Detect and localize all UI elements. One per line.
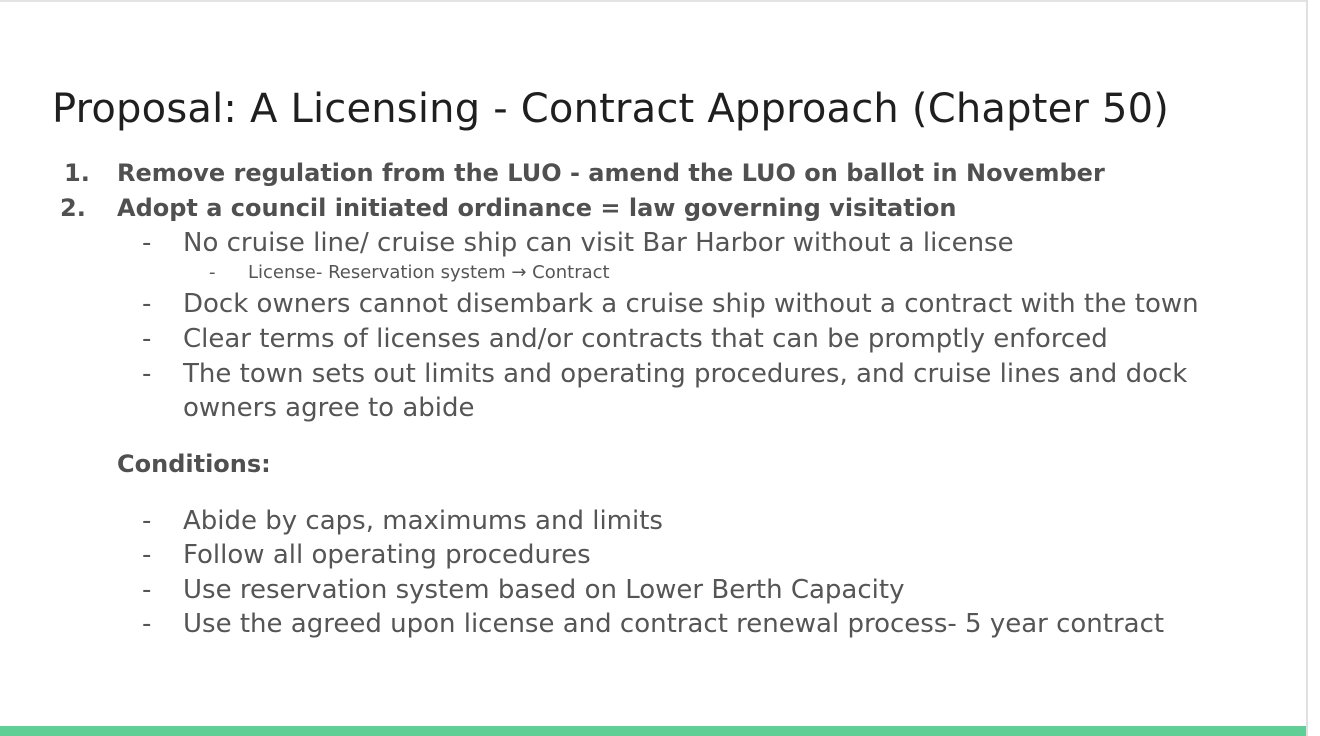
numbered-item-2: Adopt a council initiated ordinance = law governing visitation — [117, 194, 957, 222]
condition-item-3: Use reservation system based on Lower Berth Capacity — [183, 575, 905, 605]
bullet-item-1: No cruise line/ cruise ship can visit Bar Harbor without a license — [183, 228, 1014, 258]
bullet-dash: - — [142, 575, 152, 605]
bullet-item-3: Clear terms of licenses and/or contracts that can be promptly enforced — [183, 324, 1108, 354]
bullet-dash: - — [142, 289, 152, 319]
bullet-item-4-continuation: owners agree to abide — [183, 393, 475, 423]
bullet-dash: - — [142, 609, 152, 639]
bullet-dash: - — [142, 540, 152, 570]
numbered-item-1: Remove regulation from the LUO - amend the LUO on ballot in November — [117, 159, 1105, 187]
slide-title: Proposal: A Licensing - Contract Approach (Chapter 50) — [52, 86, 1170, 132]
conditions-heading: Conditions: — [117, 450, 271, 478]
condition-item-4: Use the agreed upon license and contract renewal process- 5 year contract — [183, 609, 1165, 639]
bullet-item-4: The town sets out limits and operating procedures, and cruise lines and dock — [183, 359, 1188, 389]
list-number-2: 2. — [60, 194, 86, 222]
sub-bullet-dash: - — [209, 262, 216, 283]
bullet-dash: - — [142, 324, 152, 354]
slide-edge-divider — [1306, 0, 1308, 736]
condition-item-1: Abide by caps, maximums and limits — [183, 506, 663, 536]
list-number-1: 1. — [64, 159, 90, 187]
bullet-dash: - — [142, 506, 152, 536]
condition-item-2: Follow all operating procedures — [183, 540, 591, 570]
accent-bar — [0, 726, 1306, 736]
sub-bullet-item: License- Reservation system → Contract — [248, 262, 610, 283]
bullet-item-2: Dock owners cannot disembark a cruise ship without a contract with the town — [183, 289, 1199, 319]
bullet-dash: - — [142, 228, 152, 258]
bullet-dash: - — [142, 359, 152, 389]
